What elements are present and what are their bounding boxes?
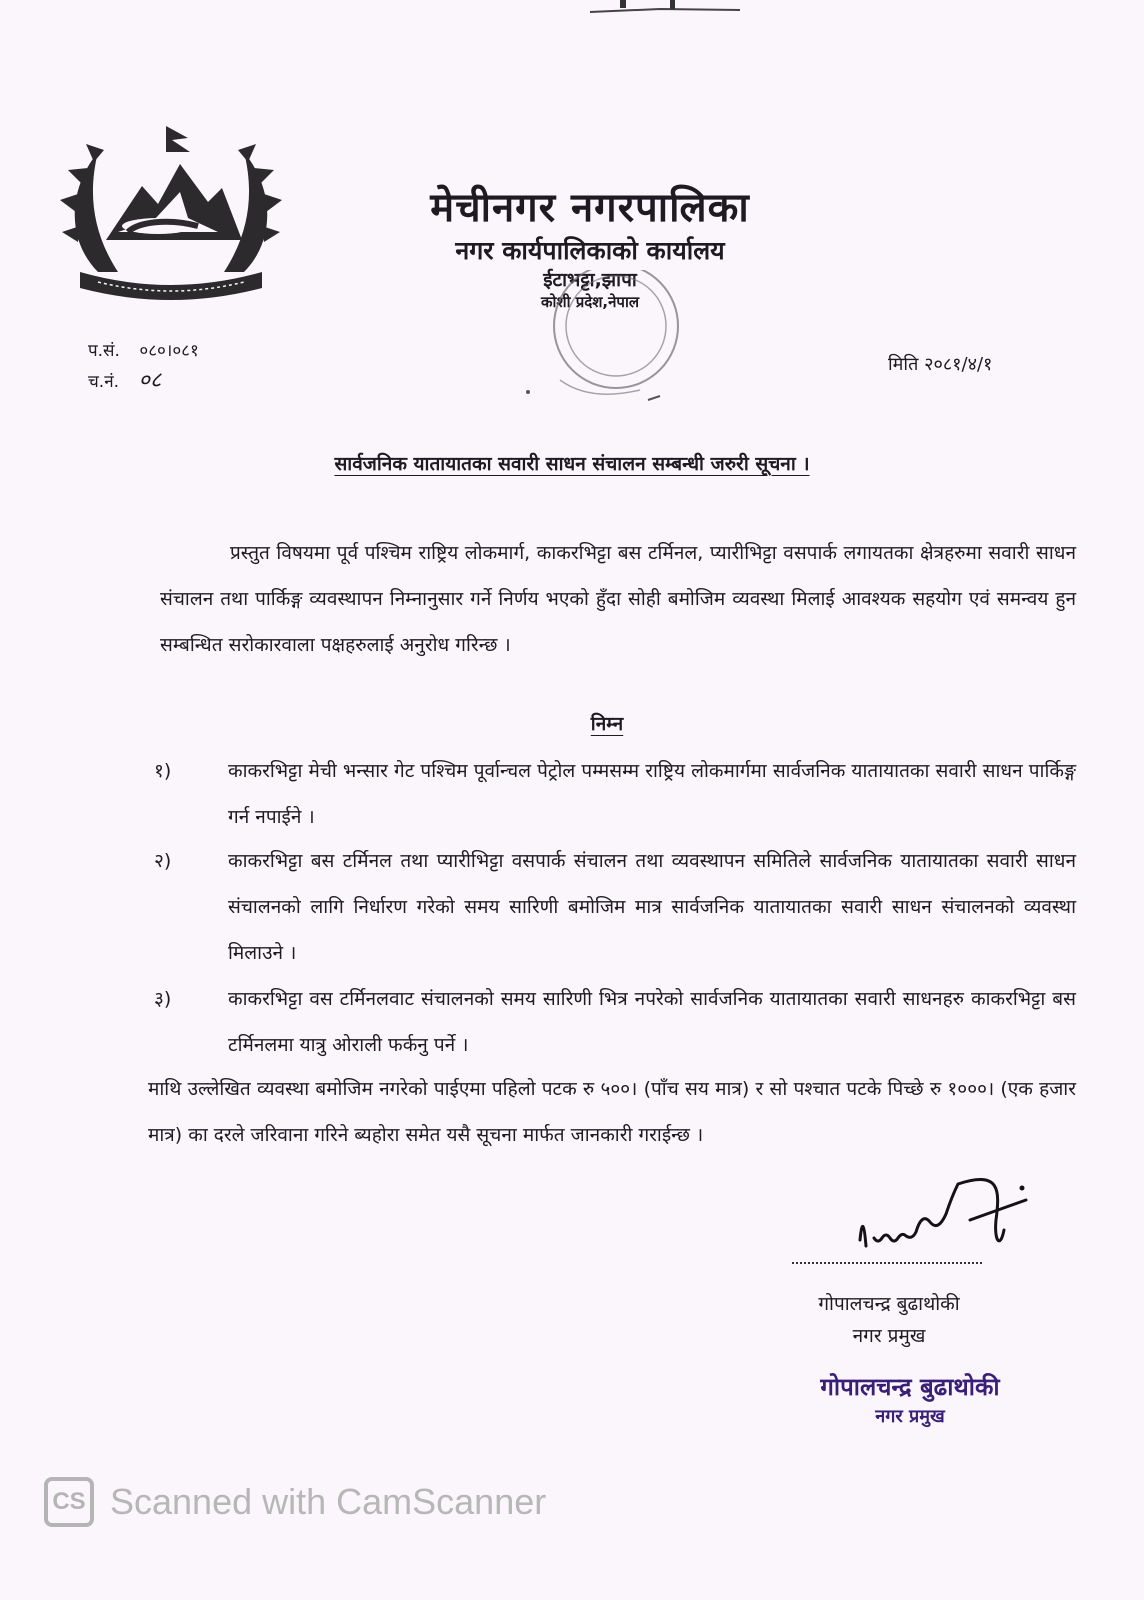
camscanner-logo-icon: CS: [44, 1477, 94, 1527]
reference-block: [88, 336, 199, 397]
office-location: ईटाभट्टा,झापा: [543, 269, 637, 291]
date-line: [888, 352, 992, 376]
date-label: मिति: [888, 354, 919, 375]
office-subtitle: नगर कार्यपालिकाको कार्यालय: [455, 236, 725, 265]
cha-na-label: च.नं.: [88, 372, 120, 392]
watermark-text: Scanned with CamScanner: [110, 1481, 547, 1522]
signatory-title: नगर प्रमुख: [852, 1325, 926, 1347]
date-value: २०८१/४/१: [924, 354, 993, 375]
list-item: [148, 976, 1076, 1068]
list-item-text: काकरभिट्टा वस टर्मिनलवाट संचालनको समय सारिणी भित्र नपरेको सार्वजनिक यातायातका सवारी साधनहरु काकरभिट्टा बस टर्मिनलमा यात्रु ओराली फर्कनु पर्ने ।: [228, 988, 1076, 1056]
notice-subject: सार्वजनिक यातायातका सवारी साधन संचालन सम्बन्धी जरुरी सूचना ।: [334, 453, 810, 475]
scan-edge-mark: [590, 0, 740, 14]
camscanner-watermark: [44, 1474, 546, 1530]
list-item-number: ३): [154, 988, 172, 1010]
office-stamp-icon: [520, 270, 700, 410]
fine-paragraph: माथि उल्लेखित व्यवस्था बमोजिम नगरेको पाईएमा पहिलो पटक रु ५००। (पाँच सय मात्र) र सो पश्चात पटके पिच्छे रु १०००। (एक हजार मात्र) का दरले जरिवाना गरिने ब्यहोरा समेत यसै सूचना मार्फत जानकारी गराईन्छ ।: [148, 1078, 1076, 1146]
nepal-emblem-icon: [58, 122, 284, 304]
office-name: मेचीनगर नगरपालिका: [430, 185, 750, 231]
list-item-text: काकरभिट्टा बस टर्मिनल तथा प्यारीभिट्टा वसपार्क संचालन तथा व्यवस्थापन समितिले सार्वजनिक यातायातका सवारी साधन संचालनको लागि निर्धारण गरेको समय सारिणी बमोजिम मात्र सार्वजनिक यातायातका सवारी साधन संचालनको व्यवस्था मिलाउने ।: [228, 850, 1076, 964]
pa-sa-value: ०८०।०८१: [139, 341, 199, 361]
list-item: [148, 748, 1076, 840]
list-item: [148, 838, 1076, 976]
body-paragraph: प्रस्तुत विषयमा पूर्व पश्चिम राष्ट्रिय लोकमार्ग, काकरभिट्टा बस टर्मिनल, प्यारीभिट्टा वसपार्क लगायतका क्षेत्रहरुमा सवारी साधन संचालन तथा पार्किङ्ग व्यवस्थापन निम्नानुसार गर्ने निर्णय भएको हुँदा सोही बमोजिम व्यवस्था मिलाई आवश्यक सहयोग एवं समन्वय हुन सम्बन्धित सरोकारवाला पक्षहरुलाई अनुरोध गरिन्छ ।: [160, 542, 1076, 656]
signature-icon: [850, 1160, 1030, 1260]
list-item-number: २): [154, 850, 172, 872]
list-heading: निम्न: [590, 713, 624, 735]
cha-na-value: ०८: [138, 368, 162, 393]
list-item-text: काकरभिट्टा मेची भन्सार गेट पश्चिम पूर्वान्चल पेट्रोल पम्मसम्म राष्ट्रिय लोकमार्गमा सार्वजनिक यातायातका सवारी साधन पार्किङ्ग गर्न नपाईने ।: [228, 760, 1076, 828]
office-province: कोशी प्रदेश,नेपाल: [540, 293, 639, 311]
list-item-number: १): [154, 760, 172, 782]
signature-line: [792, 1262, 982, 1264]
pa-sa-label: प.सं.: [88, 341, 120, 361]
signatory-name: गोपालचन्द्र बुढाथोकी: [818, 1293, 960, 1315]
seal-title: नगर प्रमुख: [875, 1406, 945, 1427]
seal-name: गोपालचन्द्र बुढाथोकी: [820, 1373, 1000, 1401]
